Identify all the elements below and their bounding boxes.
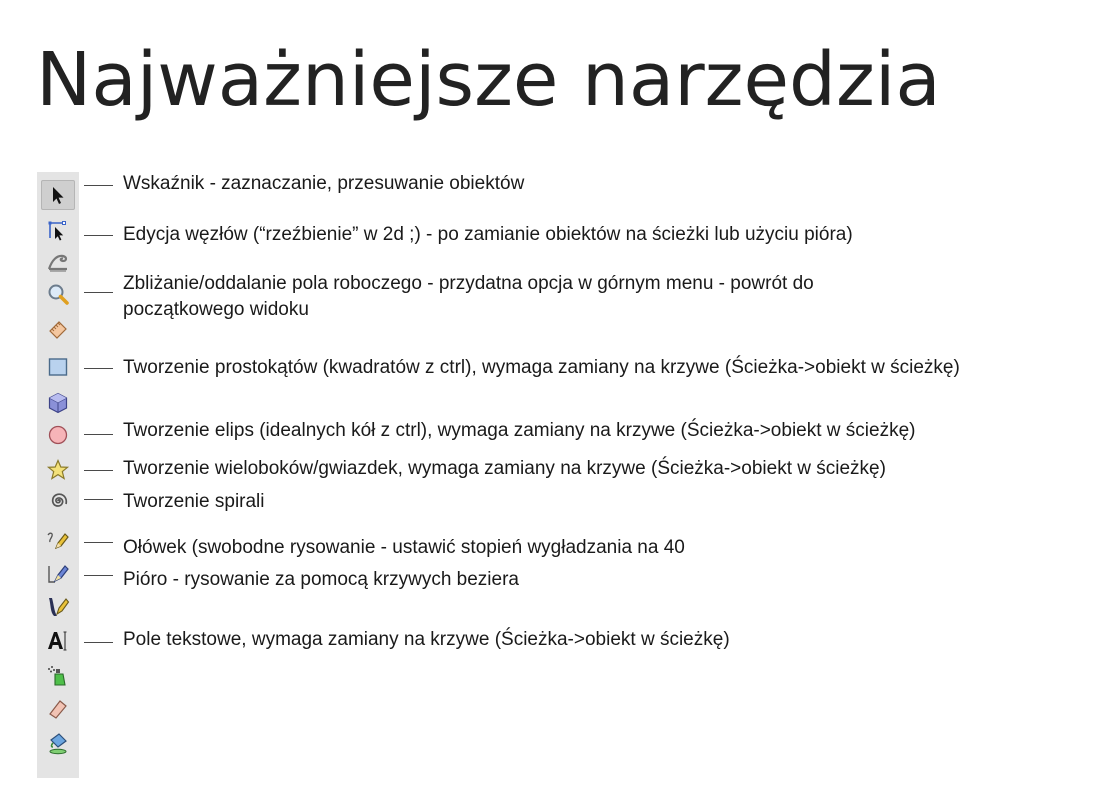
leader-line-ellipse — [84, 434, 113, 435]
pointer-tool-button[interactable] — [41, 180, 75, 210]
star-icon — [46, 458, 70, 482]
box3d-tool-button[interactable] — [41, 388, 75, 418]
leader-line-text — [84, 642, 113, 643]
text-tool-button[interactable] — [41, 626, 75, 656]
desc-spiral: Tworzenie spirali — [123, 491, 265, 512]
leader-line-pen — [84, 575, 113, 576]
tweak-icon — [46, 249, 70, 273]
pencil-icon — [46, 529, 70, 553]
desc-rectangle: Tworzenie prostokątów (kwadratów z ctrl), wymaga zamiany na krzywe (Ścieżka->obiekt w ścieżkę) — [123, 357, 960, 378]
pen-tool-button[interactable] — [41, 559, 75, 589]
desc-node-edit: Edycja węzłów (“rzeźbienie” w 2d ;) - po zamianie obiektów na ścieżki lub użyciu pióra) — [123, 224, 853, 245]
zoom-icon — [46, 282, 70, 306]
calligraphy-icon — [46, 595, 70, 619]
rectangle-tool-button[interactable] — [41, 352, 75, 382]
desc-text: Pole tekstowe, wymaga zamiany na krzywe (Ścieżka->obiekt w ścieżkę) — [123, 629, 730, 650]
node-edit-icon — [46, 218, 70, 242]
desc-zoom-line1: Zbliżanie/oddalanie pola roboczego - przydatna opcja w górnym menu - powrót do — [123, 273, 814, 294]
spiral-icon — [46, 489, 70, 513]
spray-icon — [46, 664, 70, 688]
leader-line-rectangle — [84, 368, 113, 369]
tweak-tool-button[interactable] — [41, 246, 75, 276]
desc-pencil: Ołówek (swobodne rysowanie - ustawić stopień wygładzania na 40 — [123, 537, 685, 558]
box-3d-icon — [46, 391, 70, 415]
leader-line-spiral — [84, 499, 113, 500]
eraser-icon — [46, 697, 70, 721]
star-tool-button[interactable] — [41, 455, 75, 485]
zoom-tool-button[interactable] — [41, 279, 75, 309]
spiral-tool-button[interactable] — [41, 486, 75, 516]
desc-ellipse: Tworzenie elips (idealnych kół z ctrl), wymaga zamiany na krzywe (Ścieżka->obiekt w ścieżkę) — [123, 420, 916, 441]
desc-pointer: Wskaźnik - zaznaczanie, przesuwanie obiektów — [123, 173, 525, 194]
spray-tool-button[interactable] — [41, 661, 75, 691]
leader-line-pointer — [84, 185, 113, 186]
rectangle-icon — [46, 355, 70, 379]
tool-palette — [37, 172, 79, 778]
page-title: Najważniejsze narzędzia — [36, 37, 941, 123]
ellipse-tool-button[interactable] — [41, 420, 75, 450]
desc-star: Tworzenie wieloboków/gwiazdek, wymaga zamiany na krzywe (Ścieżka->obiekt w ścieżkę) — [123, 458, 886, 479]
measure-icon — [46, 318, 70, 342]
leader-line-star — [84, 470, 113, 471]
leader-line-pencil — [84, 542, 113, 543]
calligraphy-tool-button[interactable] — [41, 592, 75, 622]
pencil-tool-button[interactable] — [41, 526, 75, 556]
pointer-arrow-icon — [46, 183, 70, 207]
node-tool-button[interactable] — [41, 215, 75, 245]
paint-bucket-icon — [46, 731, 70, 755]
desc-zoom-line2: początkowego widoku — [123, 299, 309, 320]
measure-tool-button[interactable] — [41, 315, 75, 345]
ellipse-icon — [46, 423, 70, 447]
paint-bucket-tool-button[interactable] — [41, 728, 75, 758]
leader-line-zoom — [84, 292, 113, 293]
pen-icon — [46, 562, 70, 586]
text-icon — [46, 629, 70, 653]
desc-pen: Pióro - rysowanie za pomocą krzywych beziera — [123, 569, 519, 590]
leader-line-node-edit — [84, 235, 113, 236]
eraser-tool-button[interactable] — [41, 694, 75, 724]
